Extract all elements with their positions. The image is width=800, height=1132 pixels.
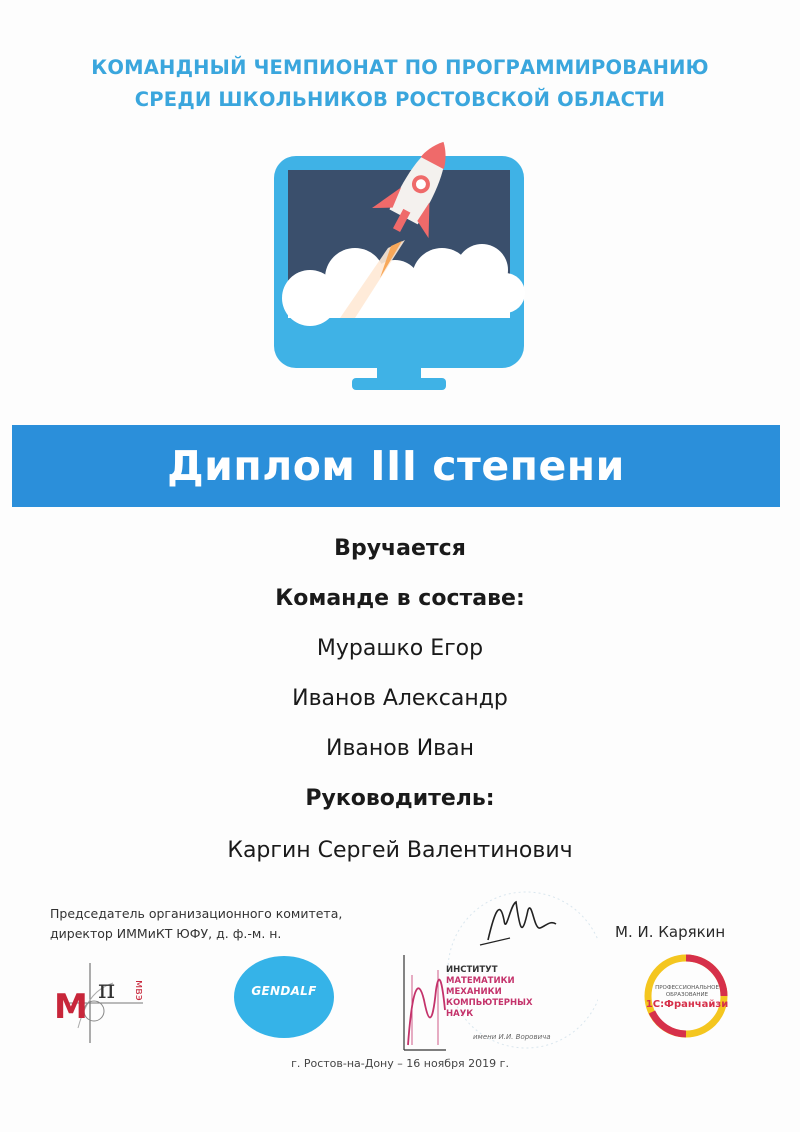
diploma-banner (12, 425, 780, 507)
c1-logo-small: ПРОФЕССИОНАЛЬНОЕ ОБРАЗОВАНИЕ (655, 985, 719, 998)
mp-logo-pi: π (98, 975, 116, 1005)
c1-logo-main: 1С:Франчайзи (645, 999, 729, 1010)
institute-line-3: МЕХАНИКИ (446, 987, 502, 997)
leader-label: Руководитель: (305, 786, 495, 811)
chair-title-line2: директор ИММиКТ ЮФУ, д. ф.-м. н. (50, 926, 282, 941)
team-member-3: Иванов Иван (326, 736, 474, 761)
mp-logo-side: мвэ (133, 980, 146, 1001)
leader-name: Каргин Сергей Валентинович (227, 838, 573, 863)
mp-faculty-logo (48, 958, 158, 1048)
gendalf-logo-text: GENDALF (251, 984, 317, 998)
c1-logo-text (640, 985, 734, 1011)
place-and-date: г. Ростов-на-Дону – 16 ноября 2019 г. (291, 1057, 509, 1070)
chair-title-line1: Председатель организационного комитета, (50, 906, 343, 921)
championship-title-line2: СРЕДИ ШКОЛЬНИКОВ РОСТОВСКОЙ ОБЛАСТИ (134, 88, 666, 111)
monitor-rocket-illustration (270, 128, 530, 393)
championship-title (0, 52, 800, 116)
mp-logo-letter: М (54, 987, 88, 1027)
diploma-title: Диплом III степени (167, 442, 625, 490)
institute-subtitle: имени И.И. Воровича (473, 1033, 551, 1041)
team-member-2: Иванов Александр (292, 686, 508, 711)
institute-line-2: МАТЕМАТИКИ (446, 976, 515, 986)
institute-line-4: КОМПЬЮТЕРНЫХ (446, 998, 533, 1008)
presented-label: Вручается (334, 536, 466, 561)
team-label: Команде в составе: (275, 586, 525, 611)
institute-line-5: НАУК (446, 1009, 474, 1019)
institute-logo-text (446, 965, 533, 1020)
championship-title-line1: КОМАНДНЫЙ ЧЕМПИОНАТ ПО ПРОГРАММИРОВАНИЮ (91, 56, 709, 79)
institute-line-1: ИНСТИТУТ (446, 965, 498, 975)
signatory-name: М. И. Карякин (615, 923, 726, 941)
team-member-1: Мурашко Егор (316, 636, 484, 661)
gendalf-logo (230, 955, 340, 1045)
